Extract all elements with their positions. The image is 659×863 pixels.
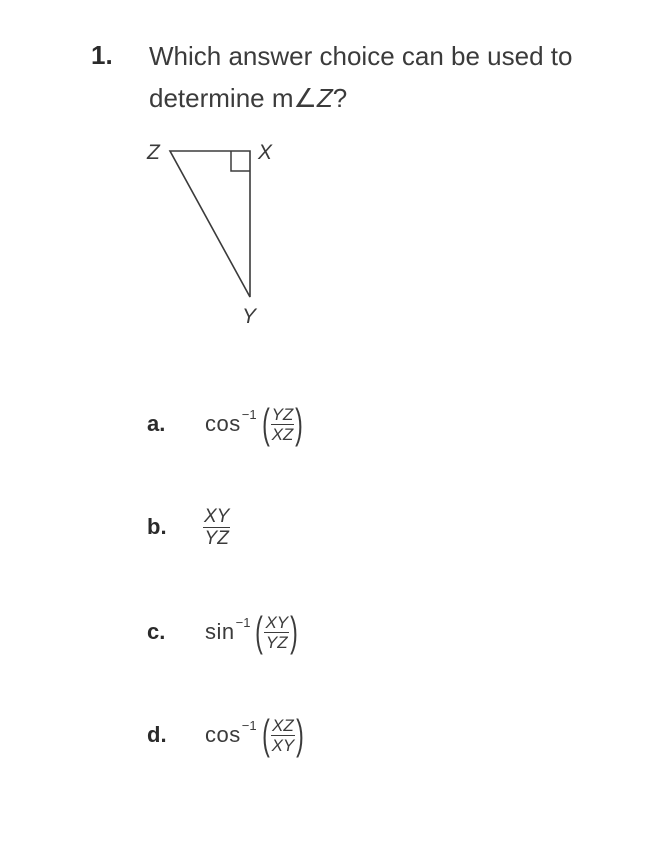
choice-expression: [205, 711, 307, 758]
choice-letter: d.: [147, 722, 167, 747]
fraction-denominator: YZ: [265, 632, 288, 652]
function-name: sin: [205, 619, 235, 644]
function-name: cos: [205, 722, 241, 747]
inverse-superscript: −1: [241, 406, 257, 422]
vertex-label-y: Y: [242, 305, 257, 328]
fraction: [271, 716, 296, 755]
fraction-denominator: YZ: [204, 527, 229, 549]
inverse-superscript: −1: [235, 614, 251, 630]
right-triangle-figure: [130, 130, 290, 330]
right-paren: ): [295, 400, 304, 447]
fraction-numerator: XY: [265, 612, 289, 632]
triangle-outline: [170, 151, 250, 297]
question-number: 1.: [91, 40, 113, 70]
choice-expression: [205, 400, 306, 447]
fraction: [264, 613, 289, 652]
question-text: [149, 35, 629, 119]
fraction: [203, 506, 230, 549]
right-paren: ): [296, 711, 305, 758]
vertex-label-x: X: [258, 141, 273, 164]
left-paren: (: [255, 608, 264, 655]
vertex-label-z: Z: [147, 141, 160, 164]
fraction-numerator: YZ: [271, 404, 294, 424]
question-text-prefix: determine m∠: [149, 83, 317, 113]
choice-letter: a.: [147, 411, 166, 436]
fraction: [271, 405, 295, 444]
fraction-denominator: XZ: [271, 424, 294, 444]
question-mark: ?: [332, 83, 348, 113]
answer-choice-c[interactable]: [147, 602, 301, 662]
right-paren: ): [290, 608, 298, 655]
function-name: cos: [205, 411, 241, 436]
angle-vertex-label: Z: [316, 83, 333, 113]
question-text-line2: [149, 77, 629, 119]
choice-letter: b.: [147, 514, 167, 539]
choice-expression: [205, 608, 301, 655]
left-paren: (: [261, 400, 270, 447]
choice-expression: [205, 506, 228, 549]
fraction-denominator: XY: [271, 735, 295, 755]
answer-choice-a[interactable]: [147, 394, 306, 454]
answer-choice-b[interactable]: [147, 497, 228, 557]
question-text-line1: Which answer choice can be used to: [149, 41, 573, 71]
left-paren: (: [261, 711, 270, 758]
choice-letter: c.: [147, 619, 166, 644]
answer-choice-d[interactable]: [147, 705, 307, 765]
fraction-numerator: XY: [204, 505, 230, 527]
inverse-superscript: −1: [241, 717, 257, 733]
fraction-numerator: XZ: [272, 715, 294, 735]
right-angle-marker: [231, 151, 250, 171]
